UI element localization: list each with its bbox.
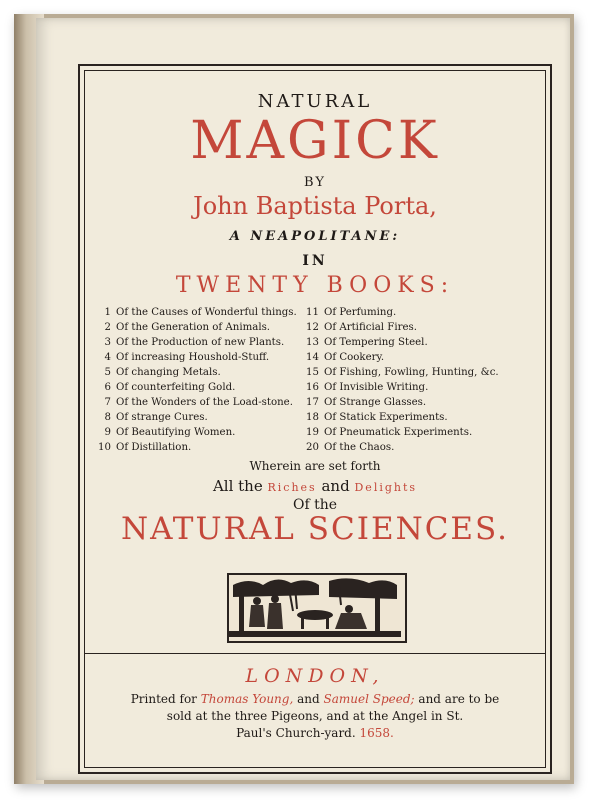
and-text: and — [321, 477, 350, 495]
book-number: 20 — [306, 442, 319, 453]
book-entry — [95, 335, 300, 350]
book-entry — [303, 380, 539, 395]
book-title: Of strange Cures. — [116, 412, 208, 423]
book-title: Of Strange Glasses. — [324, 397, 427, 408]
printer-name-1: Thomas Young, — [200, 692, 294, 706]
author-origin: A NEAPOLITANE: — [229, 229, 401, 244]
book-entry — [303, 320, 539, 335]
imprint-line-1 — [85, 691, 545, 708]
book-number: 9 — [104, 427, 111, 438]
book-number: 4 — [104, 352, 111, 363]
book-title: Of increasing Houshold-Stuff. — [116, 352, 270, 363]
book-entry — [303, 350, 539, 365]
book-title: Of Statick Experiments. — [324, 412, 448, 423]
book-entry — [95, 410, 300, 425]
imprint-tail: and are to be — [418, 692, 500, 706]
printed-for-text: Printed for — [130, 692, 197, 706]
book — [14, 14, 574, 784]
book-title: Of changing Metals. — [116, 367, 221, 378]
book-number: 6 — [104, 382, 111, 393]
delights-text: Delights — [354, 481, 418, 494]
woodcut-illustration — [227, 573, 407, 643]
churchyard-text: Paul's Church-yard. — [236, 726, 356, 740]
book-entry — [95, 395, 300, 410]
imprint-year: 1658. — [359, 726, 394, 740]
book-title: Of the Causes of Wonderful things. — [116, 307, 297, 318]
book-entry — [303, 395, 539, 410]
book-title: Of the Generation of Animals. — [116, 322, 271, 333]
book-number: 15 — [306, 367, 319, 378]
book-number: 11 — [306, 307, 319, 318]
title-page — [36, 18, 570, 780]
page-border — [78, 64, 552, 774]
of-the-line: Of the — [292, 497, 338, 513]
book-number: 16 — [306, 382, 319, 393]
book-number: 5 — [104, 367, 111, 378]
riches-text: Riches — [267, 481, 317, 494]
book-entry — [95, 320, 300, 335]
book-number: 1 — [104, 307, 111, 318]
book-entry — [303, 305, 539, 320]
book-title: Of Artificial Fires. — [324, 322, 417, 333]
book-number: 14 — [306, 352, 319, 363]
book-number: 2 — [104, 322, 111, 333]
book-title: Of Invisible Writing. — [324, 382, 429, 393]
and-word: and — [297, 692, 320, 706]
riches-delights-line — [85, 477, 545, 495]
books-column-right — [303, 305, 539, 455]
book-entry — [95, 425, 300, 440]
book-entry — [303, 410, 539, 425]
author-name: John Baptista Porta, — [193, 192, 437, 220]
book-title: Of Beautifying Women. — [116, 427, 236, 438]
woodcut-image — [229, 575, 401, 637]
book-entry — [95, 365, 300, 380]
title-natural: NATURAL — [257, 91, 373, 112]
book-number: 19 — [306, 427, 319, 438]
wherein-line: Wherein are set forth — [249, 459, 381, 473]
title-in: IN — [302, 253, 328, 269]
book-entry — [303, 425, 539, 440]
imprint-line-2: sold at the three Pigeons, and at the Angel in St. — [166, 709, 464, 723]
book-entry — [303, 440, 539, 455]
book-entry — [95, 380, 300, 395]
book-title: Of Fishing, Fowling, Hunting, &c. — [324, 367, 499, 378]
book-title: Of Pneumatick Experiments. — [324, 427, 473, 438]
printer-name-2: Samuel Speed; — [323, 692, 415, 706]
book-number: 3 — [104, 337, 111, 348]
book-entry — [95, 305, 300, 320]
book-title: Of Cookery. — [324, 352, 385, 363]
book-entry — [95, 350, 300, 365]
book-title: Of Tempering Steel. — [324, 337, 428, 348]
book-title: Of Distillation. — [116, 442, 192, 453]
imprint-line-3 — [85, 725, 545, 742]
book-entry — [303, 365, 539, 380]
book-entry — [303, 335, 539, 350]
book-number: 13 — [306, 337, 319, 348]
all-the-text: All the — [212, 477, 263, 495]
book-number: 17 — [306, 397, 319, 408]
book-title: Of the Production of new Plants. — [116, 337, 285, 348]
title-magick: MAGICK — [190, 111, 440, 171]
books-heading: TWENTY BOOKS: — [175, 273, 455, 298]
natural-sciences-title: NATURAL SCIENCES. — [120, 511, 510, 547]
imprint — [85, 691, 545, 742]
book-number: 10 — [98, 442, 111, 453]
book-title: Of the Wonders of the Load-stone. — [116, 397, 293, 408]
book-number: 12 — [306, 322, 319, 333]
books-column-left — [95, 305, 300, 455]
book-entry — [95, 440, 300, 455]
imprint-city: LONDON, — [245, 665, 385, 687]
book-number: 7 — [104, 397, 111, 408]
book-title: Of Perfuming. — [324, 307, 397, 318]
book-number: 18 — [306, 412, 319, 423]
page-inner-border — [84, 70, 546, 768]
book-number: 8 — [104, 412, 111, 423]
book-title: Of the Chaos. — [324, 442, 395, 453]
book-title: Of counterfeiting Gold. — [116, 382, 236, 393]
title-by: BY — [304, 175, 326, 190]
imprint-rule — [85, 653, 545, 654]
